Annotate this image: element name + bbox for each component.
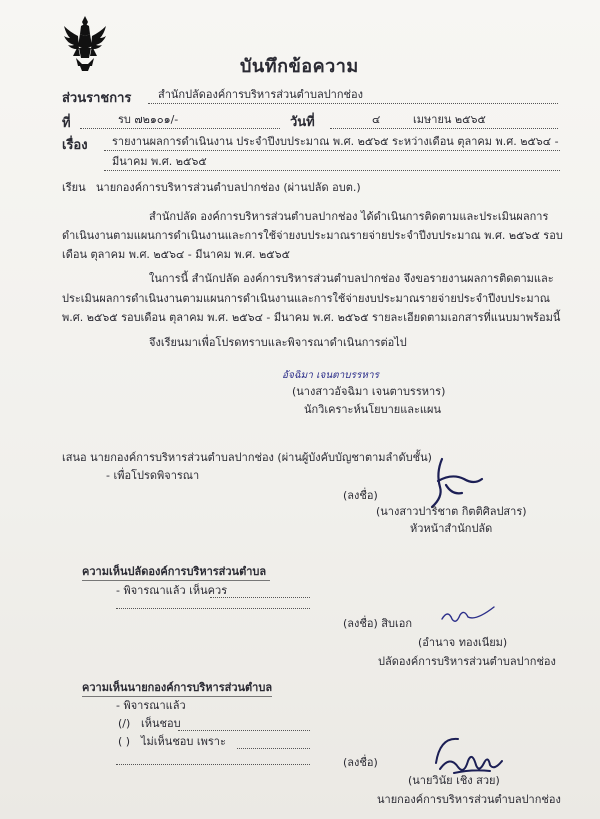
deputy-opinion-dotted-1 [210, 597, 310, 598]
subject-line-1: รายงานผลการดำเนินงาน ประจำปีงบประมาณ พ.ศ. ๒๕๖๕ ระหว่างเดือน ตุลาคม พ.ศ. ๒๕๖๔ - [112, 135, 559, 148]
mayor-signer-position: นายกองค์การบริหารส่วนตำบลปากช่อง [377, 793, 561, 806]
paragraph-2-line-1: ในการนี้ สำนักปลัด องค์การบริหารส่วนตำบลปากช่อง จึงขอรายงานผลการติดตามและ [149, 272, 554, 285]
date-label: วันที่ [290, 115, 315, 130]
proposal-line-2: - เพื่อโปรดพิจารณา [106, 469, 200, 482]
to-value: นายกองค์การบริหารส่วนตำบลปากช่อง (ผ่านปลัด อบต.) [96, 181, 361, 194]
paragraph-2-line-3: พ.ศ. ๒๕๖๕ รอบเดือน ตุลาคม พ.ศ. ๒๕๖๔ - มีนาคม พ.ศ. ๒๕๖๕ รายละเอียดตามเอกสารที่แนบมาพร้อมนี้ [62, 311, 561, 324]
proposal-signer-position: หัวหน้าสำนักปลัด [410, 522, 493, 535]
proposal-sign-label: (ลงชื่อ) [343, 489, 378, 502]
memo-title: บันทึกข้อความ [240, 56, 359, 77]
deputy-opinion-dotted-2 [116, 608, 310, 609]
paragraph-1-line-3: เดือน ตุลาคม พ.ศ. ๒๕๖๔ - มีนาคม พ.ศ. ๒๕๖๕ [62, 248, 290, 261]
subject-dotted-line-2 [104, 170, 560, 171]
ref-label: ที่ [62, 116, 71, 131]
garuda-emblem-icon [62, 14, 108, 72]
deputy-signer-position: ปลัดองค์การบริหารส่วนตำบลปากช่อง [378, 655, 556, 668]
paragraph-1-line-1: สำนักปลัด องค์การบริหารส่วนตำบลปากช่อง ได้ดำเนินการติดตามและประเมินผลการ [149, 210, 549, 223]
deputy-opinion-heading: ความเห็นปลัดองค์การบริหารส่วนตำบล [82, 565, 267, 578]
approve-checkbox[interactable]: (/) [118, 717, 131, 730]
reject-checkbox[interactable]: ( ) [118, 735, 131, 748]
mayor-heading-underline [82, 696, 272, 697]
date-dotted-line [330, 128, 558, 129]
paragraph-1-line-2: ดำเนินงานตามแผนการดำเนินงานและการใช้จ่ายงบประมาณรายจ่ายประจำปีงบประมาณ พ.ศ. ๒๕๖๕ รอบ [62, 229, 563, 242]
signer-1-position: นักวิเคราะห์นโยบายและแผน [304, 403, 441, 416]
agency-label: ส่วนราชการ [62, 91, 132, 106]
to-label: เรียน [62, 181, 86, 194]
deputy-heading-underline [82, 580, 270, 581]
signature-3-mark [438, 601, 498, 627]
reject-dotted-line [237, 748, 310, 749]
proposal-signer-name: (นางสาวปาริชาต กิตติศิลปสาร) [376, 505, 527, 518]
ref-value: รบ ๗๒๑๐๑/- [118, 113, 179, 126]
deputy-opinion-line-1: - พิจารณาแล้ว เห็นควร [116, 584, 228, 597]
agency-dotted-line [148, 103, 558, 104]
deputy-signer-name: (อำนาจ ทองเนียม) [418, 636, 508, 649]
reject-label: ไม่เห็นชอบ เพราะ [141, 735, 226, 748]
paragraph-2-line-2: ประเมินผลการดำเนินงานตามแผนการดำเนินงานและการใช้จ่ายงบประมาณรายจ่ายประจำปีงบประมาณ [62, 292, 550, 305]
closing-line: จึงเรียนมาเพื่อโปรดทราบและพิจารณาดำเนินการต่อไป [149, 336, 407, 349]
agency-value: สำนักปลัดองค์การบริหารส่วนตำบลปากช่อง [158, 88, 363, 101]
mayor-opinion-heading: ความเห็นนายกองค์การบริหารส่วนตำบล [82, 681, 273, 694]
proposal-line-1: เสนอ นายกองค์การบริหารส่วนตำบลปากช่อง (ผ่านผู้บังคับบัญชาตามลำดับชั้น) [62, 451, 432, 464]
signer-1-name: (นางสาวอัจฉิมา เจนตาบรรหาร) [292, 385, 446, 398]
mayor-opinion-line-1: - พิจารณาแล้ว [116, 699, 186, 712]
subject-label: เรื่อง [62, 138, 88, 153]
subject-line-2: มีนาคม พ.ศ. ๒๕๖๕ [112, 155, 207, 168]
approve-label: เห็นชอบ [141, 717, 181, 730]
date-day: ๔ [372, 113, 381, 126]
approve-dotted-line [178, 730, 310, 731]
ref-dotted-line [80, 128, 280, 129]
signature-1: อัจฉิมา เจนตาบรรหาร [282, 370, 379, 381]
mayor-opinion-dotted-3 [116, 764, 310, 765]
deputy-sign-label: (ลงชื่อ) สิบเอก [343, 617, 412, 630]
date-month-year: เมษายน ๒๕๖๕ [413, 113, 486, 126]
mayor-signer-name: (นายวินัย เชิง สวย) [408, 774, 500, 787]
subject-dotted-line-1 [104, 150, 560, 151]
mayor-sign-label: (ลงชื่อ) [343, 756, 378, 769]
